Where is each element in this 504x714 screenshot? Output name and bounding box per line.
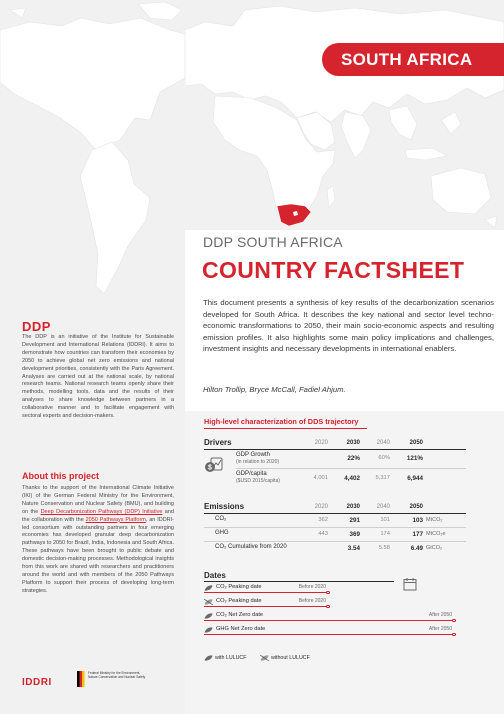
co2-peaking-lulucf-bar (204, 592, 326, 593)
country-banner: SOUTH AFRICA (322, 43, 504, 76)
co2-label: CO₂ (215, 516, 227, 522)
summary-text: This document presents a synthesis of key results of the decarbonization scenarios developed for South Africa. It describes the key national and sector level techno-economic transformations to 2050, their main socio-economic aspects and resulting emission profiles. It also highlights some main policy implications and challenges, investment insights and necessary developments in international enablers. (203, 298, 494, 354)
emissions-year-2030: 2030 (346, 504, 360, 510)
co2-net-zero-label: CO₂ Net Zero date (216, 612, 264, 618)
gdp-capita-2050: 6,944 (407, 475, 423, 482)
gdp-capita-sublabel: ($USD 2015/capita) (236, 478, 280, 484)
svg-text:$: $ (208, 464, 212, 472)
co2-cumulative-2030: 3.54 (347, 545, 360, 552)
row-divider (204, 541, 466, 542)
ghg-2050: 177 (412, 531, 423, 538)
ghg-net-zero-bar (204, 634, 452, 635)
emissions-rule (204, 513, 466, 514)
co2-2040: 101 (380, 517, 390, 523)
world-map-left (0, 0, 185, 300)
sidebar (0, 0, 185, 714)
emissions-year-2040: 2040 (376, 504, 390, 510)
ghg-net-zero-label: GHG Net Zero date (216, 626, 266, 632)
gdp-growth-2050: 121% (406, 455, 423, 462)
co2-net-zero-value: After 2050 (428, 612, 452, 618)
gdp-growth-2040: 60% (378, 455, 390, 461)
co2-unit: MtCO₂ (426, 517, 443, 523)
ddp-logo: DDP (22, 319, 51, 334)
co2-peaking-lulucf-marker (326, 591, 330, 595)
bmu-logo-text: Federal Ministry for the Environment, Nature Conservation and Nuclear Safety (88, 671, 146, 679)
co2-2030: 291 (349, 517, 360, 524)
ddp-initiative-link[interactable]: Deep Decarbonization Pathways (DDP) Initiative (40, 508, 163, 515)
authors: Hilton Trollip, Bryce McCall, Fadiel Ahjum. (203, 385, 346, 394)
emissions-year-2050: 2050 (409, 504, 423, 510)
ghg-net-zero-value: After 2050 (428, 626, 452, 632)
co2-cumulative-unit: GtCO₂ (426, 545, 443, 551)
co2-cumulative-2040: 5.58 (378, 545, 390, 551)
panel-title: High-level characterization of DDS trajectory (204, 417, 359, 426)
gdp-growth-2030: 22% (347, 455, 360, 462)
about-project-text: Thanks to the support of the International Climate Initiative (IKI) of the German Federal Ministry for the Environment, Nature Conservation and Nuclear Safety (BMU), and building on the Deep Decarbonization Pathways (DDP) Initiative and the collaboration with the 2050 Pathways Platform, an IDDRI-led consortium with outstanding partners in four emerging economies has developed granular deep decarbonization pathways to 2050 for Brazil, India, Indonesia and South Africa. These pathways have been brought to public debate and domestic decision-making processes. Methodological insights from this work are shared with researchers and practitioners around the world and with members of the 2050 Pathways Platform to support their process of developing long-term strategies. (22, 485, 175, 594)
co2-net-zero-bar (204, 620, 452, 621)
drivers-rule (204, 449, 466, 450)
about-project-heading: About this project (22, 471, 99, 481)
ghg-net-zero-marker (452, 633, 456, 637)
world-map-graphic (185, 0, 504, 230)
co2-2020: 362 (318, 517, 328, 523)
co2-peaking-no-lulucf-bar (204, 606, 326, 607)
co2-cumulative-2050: 6.49 (410, 545, 423, 552)
calendar-icon (403, 577, 417, 591)
gdp-capita-label: GDP/capita (236, 471, 267, 477)
co2-peaking-no-lulucf-label: CO₂ Peaking date (216, 598, 262, 604)
leaf-icon (204, 627, 213, 633)
gdp-capita-2020: 4,001 (313, 475, 328, 481)
drivers-year-2030: 2030 (346, 440, 360, 446)
dates-rule (204, 581, 394, 582)
legend-without-lulucf: without LULUCF (271, 655, 310, 661)
ghg-2030: 369 (349, 531, 360, 538)
drivers-year-2040: 2040 (376, 440, 390, 446)
leaf-icon (204, 613, 213, 619)
ghg-2040: 174 (380, 531, 390, 537)
gdp-capita-2040: 5,317 (375, 475, 390, 481)
co2-2050: 103 (412, 517, 423, 524)
eagle-icon (77, 671, 85, 687)
gdp-capita-2030: 4,402 (344, 475, 360, 482)
row-divider (204, 527, 466, 528)
ghg-2020: 443 (318, 531, 328, 537)
gdp-growth-sublabel: (in relation to 2020) (236, 459, 280, 465)
drivers-heading: Drivers (204, 438, 232, 447)
leaf-crossed-icon (260, 655, 269, 661)
leaf-crossed-icon (204, 599, 213, 605)
legend-with-lulucf: with LULUCF (215, 655, 247, 661)
emissions-heading: Emissions (204, 502, 245, 511)
pathways-platform-link[interactable]: 2050 Pathways Platform (85, 516, 146, 523)
co2-peaking-lulucf-value: Before 2020 (298, 584, 326, 590)
co2-peaking-lulucf-label: CO₂ Peaking date (216, 584, 262, 590)
iddri-logo: IDDRI (22, 677, 52, 688)
ddp-intro-text: The DDP is an initiative of the Institute for Sustainable Development and International Relations (IDDRI). It aims to demonstrate how countries can transform their economies by 2050 to achieve global net zero emissions and national development priorities, consistently with the Paris Agreement. Analyses are carried out at the national scale, by national research teams. National research teams openly share their methods, modelling tools, data and the results of their analyses to share knowledge between partners in a collaborative manner and to facilitate engagement with sectoral experts and decision-makers. (22, 334, 174, 420)
leaf-icon (204, 585, 213, 591)
bmu-logo (77, 671, 148, 687)
row-divider (236, 468, 466, 469)
emissions-year-2020: 2020 (314, 504, 328, 510)
gdp-growth-label: GDP Growth (236, 452, 270, 458)
drivers-year-2020: 2020 (314, 440, 328, 446)
co2-net-zero-marker (452, 619, 456, 623)
drivers-year-2050: 2050 (409, 440, 423, 446)
ddp-country-subtitle: DDP SOUTH AFRICA (203, 234, 343, 250)
ghg-unit: MtCO₂e (426, 531, 446, 537)
co2-peaking-no-lulucf-marker (326, 605, 330, 609)
dates-heading: Dates (204, 571, 226, 580)
panel-title-underline (204, 428, 367, 429)
world-map (185, 0, 504, 230)
leaf-icon (204, 655, 213, 661)
ghg-label: GHG (215, 530, 229, 536)
co2-peaking-no-lulucf-value: Before 2020 (298, 598, 326, 604)
money-growth-icon (204, 454, 224, 474)
co2-cumulative-label: CO₂ Cumulative from 2020 (215, 544, 287, 550)
page-title: COUNTRY FACTSHEET (202, 257, 465, 283)
